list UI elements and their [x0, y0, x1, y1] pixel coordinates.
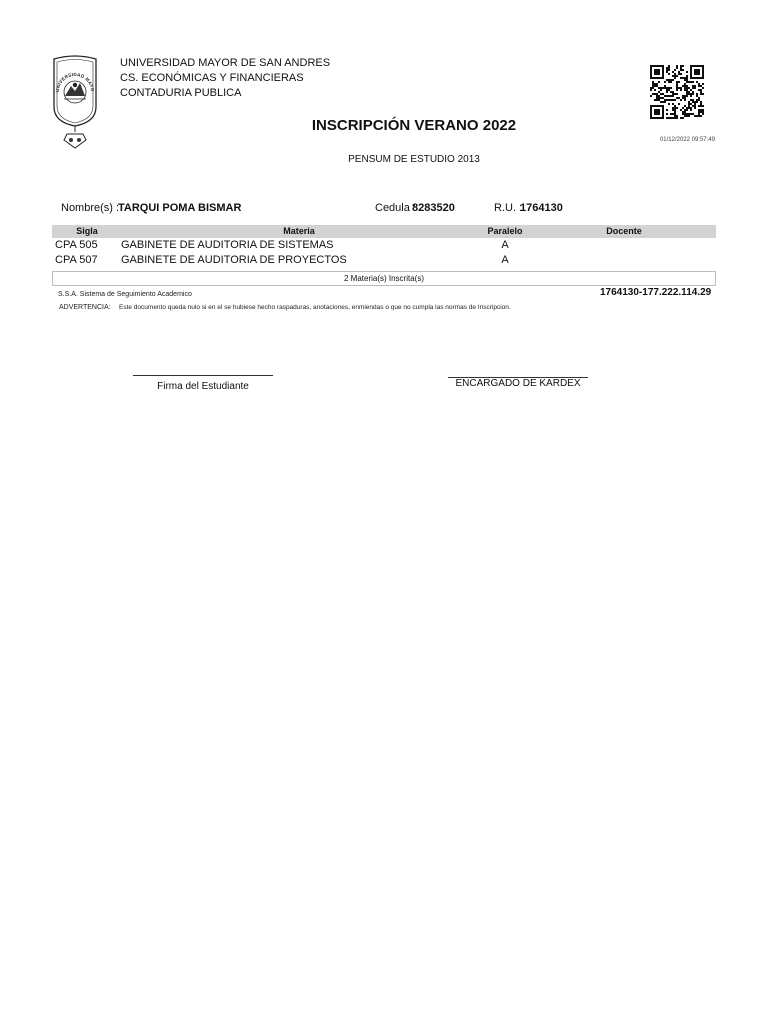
- table-header: [52, 225, 716, 238]
- university-seal: [50, 52, 100, 152]
- column-header-materia: Materia: [283, 226, 315, 236]
- system-name: S.S.A. Sistema de Seguimiento Academico: [58, 291, 192, 298]
- kardex-signature-label: ENCARGADO DE KARDEX: [455, 378, 581, 389]
- cell-sigla: CPA 507: [55, 254, 98, 266]
- cedula-value: 8283520: [412, 202, 455, 214]
- qr-code: [650, 65, 704, 119]
- column-header-sigla: Sigla: [76, 226, 98, 236]
- warning-text: Este documento queda nulo si en el se hubiese hecho raspaduras, anotaciones, enmiendas o que no cumpla las normas de Inscripcion.: [119, 304, 511, 311]
- cell-materia: GABINETE DE AUDITORIA DE SISTEMAS: [121, 239, 334, 251]
- student-name: TARQUI POMA BISMAR: [118, 202, 242, 214]
- institution-block: [120, 56, 330, 101]
- document-title: INSCRIPCIÓN VERANO 2022: [311, 117, 517, 134]
- column-header-docente: Docente: [606, 226, 642, 236]
- cell-sigla: CPA 505: [55, 239, 98, 251]
- table-row: [52, 238, 716, 253]
- institution-university: UNIVERSIDAD MAYOR DE SAN ANDRES: [120, 57, 331, 69]
- student-signature-label: Firma del Estudiante: [157, 381, 249, 392]
- print-timestamp: 01/12/2022 09:57:49: [659, 137, 715, 143]
- student-signature-line: [133, 375, 273, 376]
- name-label: Nombre(s) :: [61, 202, 120, 214]
- document-subtitle: PENSUM DE ESTUDIO 2013: [348, 154, 480, 165]
- cell-paralelo: A: [501, 239, 509, 251]
- warning-label: ADVERTENCIA:: [59, 304, 111, 311]
- table-row: [52, 253, 716, 268]
- cell-paralelo: A: [501, 254, 509, 266]
- column-header-paralelo: Paralelo: [487, 226, 523, 236]
- table-summary: 2 Materia(s) Inscrita(s): [52, 271, 716, 286]
- registration-code: 1764130-177.222.114.29: [600, 287, 712, 298]
- seal-lettering: UNIVERSIDAD MAYO: [54, 71, 96, 93]
- cell-materia: GABINETE DE AUDITORIA DE PROYECTOS: [121, 254, 347, 266]
- ru-value: 1764130: [520, 202, 563, 214]
- ru-label: R.U. :: [494, 202, 523, 214]
- institution-faculty: CS. ECONÓMICAS Y FINANCIERAS: [120, 72, 304, 84]
- institution-career: CONTADURIA PUBLICA: [120, 87, 242, 99]
- cedula-label: Cedula :: [375, 202, 416, 214]
